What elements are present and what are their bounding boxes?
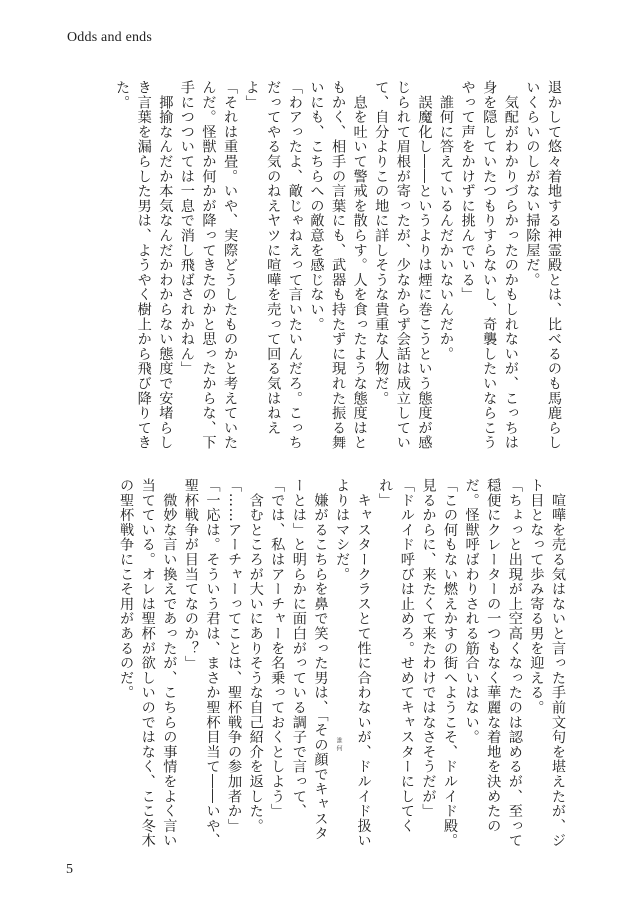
text-line: 「ドルイド呼びは止めろ。せめてキャスターにしてく [398,478,415,834]
text-line: れ」 [377,478,394,508]
text-line: 微妙な言い換えであったが、こちらの事情をよく言い [161,478,178,848]
text-line: 「一応は。そういう君は、まさか聖杯目当て――いや、 [204,478,221,848]
text-line: 聖杯戦争が目当てなのか？」 [182,478,199,671]
text-line: 「ちょっと出現が上空高くなったのは認めるが、至って [506,478,523,848]
text-line: ーとは」と明らかに面白がっている調子で言って、 [290,478,307,819]
text-line: もかく、相手の言葉にも、武器も持たずに現れた振る舞 [330,80,347,450]
text-line: た。 [114,80,131,110]
text-line: 誤魔化し――というよりは煙に巻こうという態度が感 [416,80,433,450]
text-line: 退かして悠々着地する神霊殿とは、比べるのも馬鹿らし [546,80,562,450]
text-line: じられて眉根が寄ったが、少なからず会話は成立してい [394,80,411,450]
text-line: て、自分よりこの地に詳しそうな貴重な人物だ。 [373,80,390,406]
running-header: Odds and ends [67,30,153,45]
text-line: 気配がわかりづらかったのかもしれないが、こっちは [502,80,519,450]
text-line: 穏便にクレーターの一つもなく華麗な着地を決めたの [485,478,502,834]
text-line: キャスタークラスとて性に合わないが、ドルイド扱い [355,478,372,848]
text-line: 見るからに、来たくて来たわけではなさそうだが」 [420,478,437,819]
text-line: き言葉を漏らした男は、ようやく樹上から飛び降りてき [135,80,152,450]
text-line: よりはマシだ。 [334,478,351,582]
text-line: の聖杯戦争にこそ用があるのだ。 [118,478,135,700]
text-line: 「わアったよ、敵じゃねえって言いたいんだろ。こっち [286,80,303,450]
text-line: いにも、こちらへの敵意を感じない。 [308,80,325,332]
text-line: 「……アーチャーってことは、聖杯戦争の参加者か」 [226,478,243,834]
text-line: 「この何もない燃えかすの街へようこそ、ドルイド殿。 [442,478,459,848]
text-line: 誰何に答えているんだかいないんだか。 [438,80,455,362]
page-number: 5 [66,862,73,877]
text-line: 「それは重畳。いや、実際どうしたものかと考えていた [222,80,239,450]
text-line: よ」 [243,80,260,110]
text-block-top [89,80,564,450]
text-line: だってやる気のねえヤツに喧嘩を売って回る気はねえ [265,80,282,436]
text-line: 息を吐いて警戒を散らす。人を食ったような態度はと [351,80,368,450]
text-line: やって声をかけずに挑んでいる」 [459,80,476,302]
text-line: 「では、私はアーチャーを名乗っておくとしよう」 [269,478,286,819]
text-line: だ。怪獣呼ばわりされる筋合いはない。 [463,478,480,745]
text-line: 揶揄なんだか本気なんだかわからない態度で安堵らし [157,80,174,450]
text-line: 当てている。オレは聖杯が欲しいのではなく、ここ冬木 [139,478,156,848]
text-line: 手につついては一息で消し飛ばされかねん」 [178,80,195,376]
ruby-annotation: 誰何 [335,737,342,753]
text-line: 含むところが大いにありそうな自己紹介を返した。 [247,478,264,834]
text-line: 嫌がるこちらを鼻で笑った男は、「その顔でキャスタ [312,478,329,841]
text-line: 喧嘩を売る気はないと言った手前文句を堪えたが、ジ [550,478,566,848]
text-block-bottom [93,478,568,848]
text-line: 身を隠していたつもりすらないし、奇襲したいならこう [481,80,498,450]
text-line: んだ。怪獣か何かが降ってきたのかと思ったからな、下 [200,80,217,450]
text-line: ト目となって歩み寄る男を迎える。 [528,478,545,715]
text-line: いくらいのしがない掃除屋だ。 [524,80,541,288]
